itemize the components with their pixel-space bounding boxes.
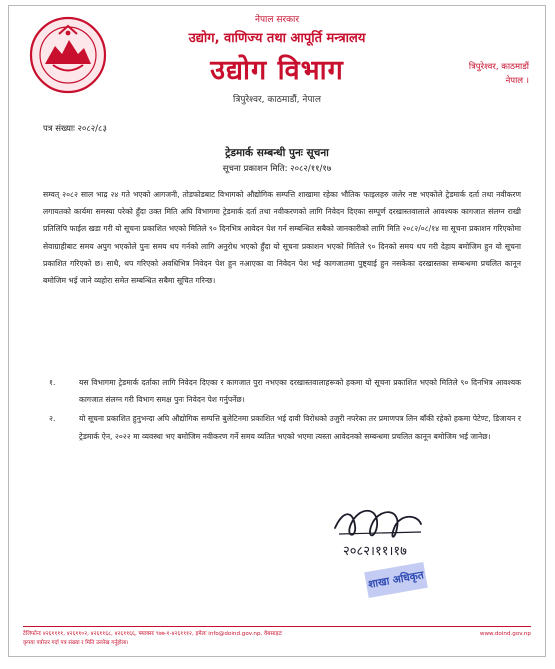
notice-date: सूचना प्रकाशन मिति: २०८२/११/१७ xyxy=(222,164,332,174)
gov-name: नेपाल सरकार xyxy=(254,15,300,25)
notice-list xyxy=(43,374,521,447)
footer-website[interactable]: www.doind.gov.np xyxy=(479,631,531,637)
footer-divider xyxy=(23,626,531,627)
list-item xyxy=(43,410,521,444)
right-address-line: नेपाल । xyxy=(505,76,529,86)
right-address-line: त्रिपुरेश्वर, काठमाडौं xyxy=(468,62,529,72)
signature-icon xyxy=(325,498,433,560)
notice-title: ट्रेडमार्क सम्बन्धी पुनः सूचना xyxy=(225,147,329,159)
footer xyxy=(23,630,531,646)
list-item-text: यस विभागमा ट्रेडमार्क दर्ताका लागि निवेदन दिएका र कागजात पुरा नभएका दरखास्तवालाहरूको हकमा यो सूचना प्रकाशित भएको मितिले ९० दिनभित्र आवश्यक कागजात संलग्न गरी विभाग समक्ष पुनः निवेदन पेश गर्नुपर्नेछ। xyxy=(79,378,521,405)
right-address xyxy=(439,60,529,88)
department-address: त्रिपुरेश्वर, काठमाडौं, नेपाल xyxy=(233,95,321,105)
department-name: उद्योग विभाग xyxy=(210,55,344,86)
footer-note: कृपया पत्रोत्तर गर्दा पत्र संख्या र मिति उल्लेख गर्नुहोला। xyxy=(23,640,129,646)
list-item-number: १. xyxy=(49,378,56,387)
list-item-number: २. xyxy=(49,414,56,424)
document-page xyxy=(8,5,546,657)
reference-number: पत्र संख्याः २०८२/८३ xyxy=(43,124,107,134)
footer-contact: टेलिफोनः ४२६११११, ४२६११०२, ४२६११६८, ४२६११६६, फ्याक्सः ९७७-१-४२६१११२, इमेलः info@doind.gov.np, वेबसाइटः xyxy=(23,631,283,637)
notice-body: सम्वत् २०८२ साल भाद्र २४ गते भएको आगजनी, तोडफोडबाट विभागको औद्योगिक सम्पत्ति शाखामा रहेका भौतिक फाइलहरु जलेर नष्ट भएकोले ट्रेडमार्क दर्ता तथा नवीकरण लगायतको कार्यमा समस्या परेको हुँदा उक्त मिति अघि विभागमा ट्रेडमार्क दर्ता तथा नवीकरणको लागि निवेदन दिएका सम्पूर्ण दरखास्तवालाले आवश्यक कागजात संलग्न राखी प्रतिलिपि फाईल खडा गरी यो सूचना प्रकाशित भएको मितिले ९० दिनभित्र आवेदन पेश गर्न सम्बन्धित सबैको जानकारीको लागि मिति २०८२/०८/१४ मा सूचना प्रकाशन गरिएकोमा सेवाग्राहीबाट समय अपुग भएकोले पुनः समय थप गर्नको लागि अनुरोध भएको हुँदा यो सूचना प्रकाशन भएको मितिले ९० दिनको समय थप गरी देहाय बमोजिम हुन यो सूचना प्रकाशित गरिएको छ। साथै, थप गरिएको अवधिभित्र निवेदन पेश हुन नआएका वा निवेदन पेश भई कागजातमा पुष्ट्याई हुन नसकेका दरखास्तका सम्बन्धमा प्रचलित कानून बमोजिम भई जाने व्यहोरा समेत सम्बन्धित सबैमा सूचित गरिन्छ। xyxy=(43,190,521,286)
list-item-text: यो सूचना प्रकाशित हुनुभन्दा अघि औद्योगिक सम्पत्ति बुलेटिनमा प्रकाशित भई दावी विरोधको उजुरी नपरेका तर प्रमाणपत्र लिन बाँकी रहेको हकमा पेटेण्ट, डिजायन र ट्रेडमार्क ऐन, २०२२ मा व्यवस्था भए बमोजिम नवीकरण गर्ने समय व्यतित भएको भएमा त्यस्ता आवेदनको सम्बन्धमा प्रचलित कानून बमोजिम भई जानेछ। xyxy=(79,414,521,441)
officer-stamp: शाखा अधिकृत xyxy=(364,562,428,598)
ministry-name: उद्योग, वाणिज्य तथा आपूर्ति मन्त्रालय xyxy=(188,31,366,46)
list-item xyxy=(43,374,521,408)
signature-date: २०८२।११।१७ xyxy=(343,544,407,559)
